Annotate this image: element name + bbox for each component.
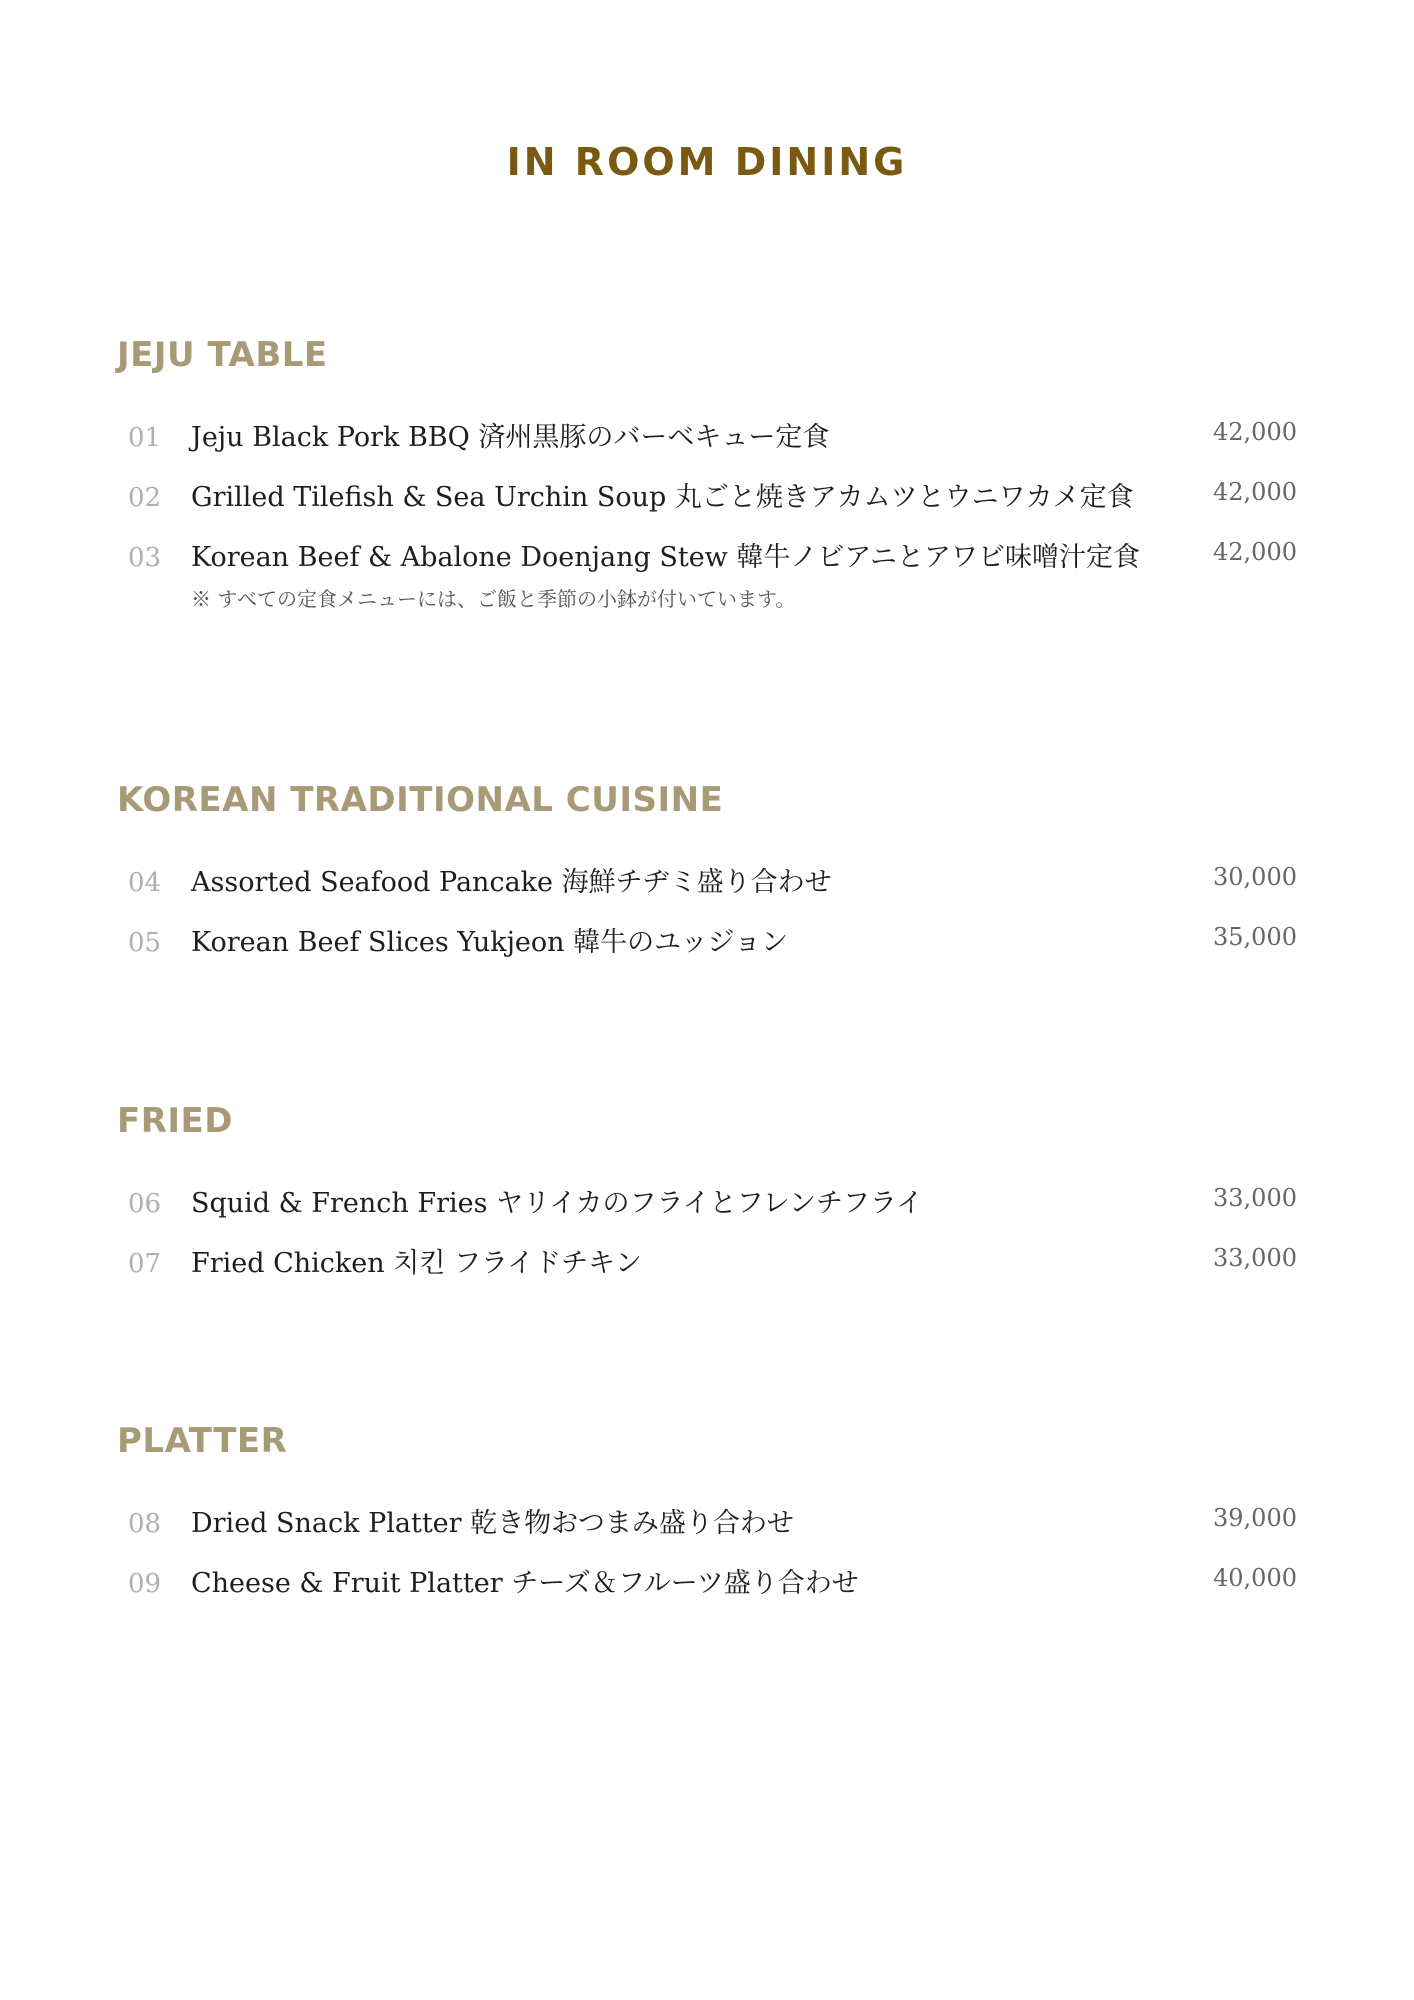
item-name: Korean Beef Slices Yukjeon 韓牛のユッジョン: [191, 927, 789, 958]
menu-item: [117, 1184, 1297, 1247]
item-number: 03: [128, 543, 162, 573]
item-price: 30,000: [1213, 863, 1297, 891]
item-number: 09: [128, 1569, 162, 1599]
item-price: 39,000: [1213, 1504, 1297, 1532]
menu-item: [117, 1504, 1297, 1567]
section-korean-traditional-cuisine: [117, 778, 1297, 986]
item-price: 40,000: [1213, 1564, 1297, 1592]
item-number: 01: [128, 423, 162, 453]
menu-item: [117, 863, 1297, 926]
menu-item: [117, 1564, 1297, 1627]
page-title: IN ROOM DINING: [506, 140, 908, 184]
item-name: Dried Snack Platter 乾き物おつまみ盛り合わせ: [191, 1508, 794, 1539]
section-fried: [117, 1099, 1297, 1307]
section-title: PLATTER: [117, 1421, 288, 1461]
item-price: 35,000: [1213, 923, 1297, 951]
item-name: Korean Beef & Abalone Doenjang Stew 韓牛ノビアニとアワビ味噌汁定食: [191, 542, 1141, 573]
item-price: 33,000: [1213, 1244, 1297, 1272]
item-name: Cheese & Fruit Platter チーズ＆フルーツ盛り合わせ: [191, 1568, 859, 1599]
section-platter: [117, 1419, 1297, 1627]
item-price: 33,000: [1213, 1184, 1297, 1212]
item-name: Fried Chicken 치킨 フライドチキン: [191, 1248, 642, 1279]
item-name: Grilled Tilefish & Sea Urchin Soup 丸ごと焼きアカムツとウニワカメ定食: [191, 482, 1134, 513]
menu-item: [117, 1244, 1297, 1307]
menu-item: [117, 478, 1297, 541]
item-price: 42,000: [1213, 538, 1297, 566]
item-name: Assorted Seafood Pancake 海鮮チヂミ盛り合わせ: [191, 867, 832, 898]
section-title: FRIED: [117, 1101, 234, 1141]
item-name: Squid & French Fries ヤリイカのフライとフレンチフライ: [191, 1188, 924, 1219]
section-title: JEJU TABLE: [117, 335, 328, 375]
item-number: 05: [128, 928, 162, 958]
item-name: Jeju Black Pork BBQ 済州黒豚のバーベキュー定食: [191, 422, 830, 453]
section-title: KOREAN TRADITIONAL CUISINE: [117, 780, 724, 820]
item-number: 02: [128, 483, 162, 513]
item-price: 42,000: [1213, 478, 1297, 506]
item-number: 04: [128, 868, 162, 898]
menu-item: [117, 418, 1297, 481]
item-number: 06: [128, 1189, 162, 1219]
item-number: 07: [128, 1249, 162, 1279]
item-number: 08: [128, 1509, 162, 1539]
section-note: ※ すべての定食メニューには、ご飯と季節の小鉢が付いています。: [191, 587, 796, 611]
section-jeju-table: [117, 333, 1297, 613]
item-price: 42,000: [1213, 418, 1297, 446]
menu-item: [117, 923, 1297, 986]
